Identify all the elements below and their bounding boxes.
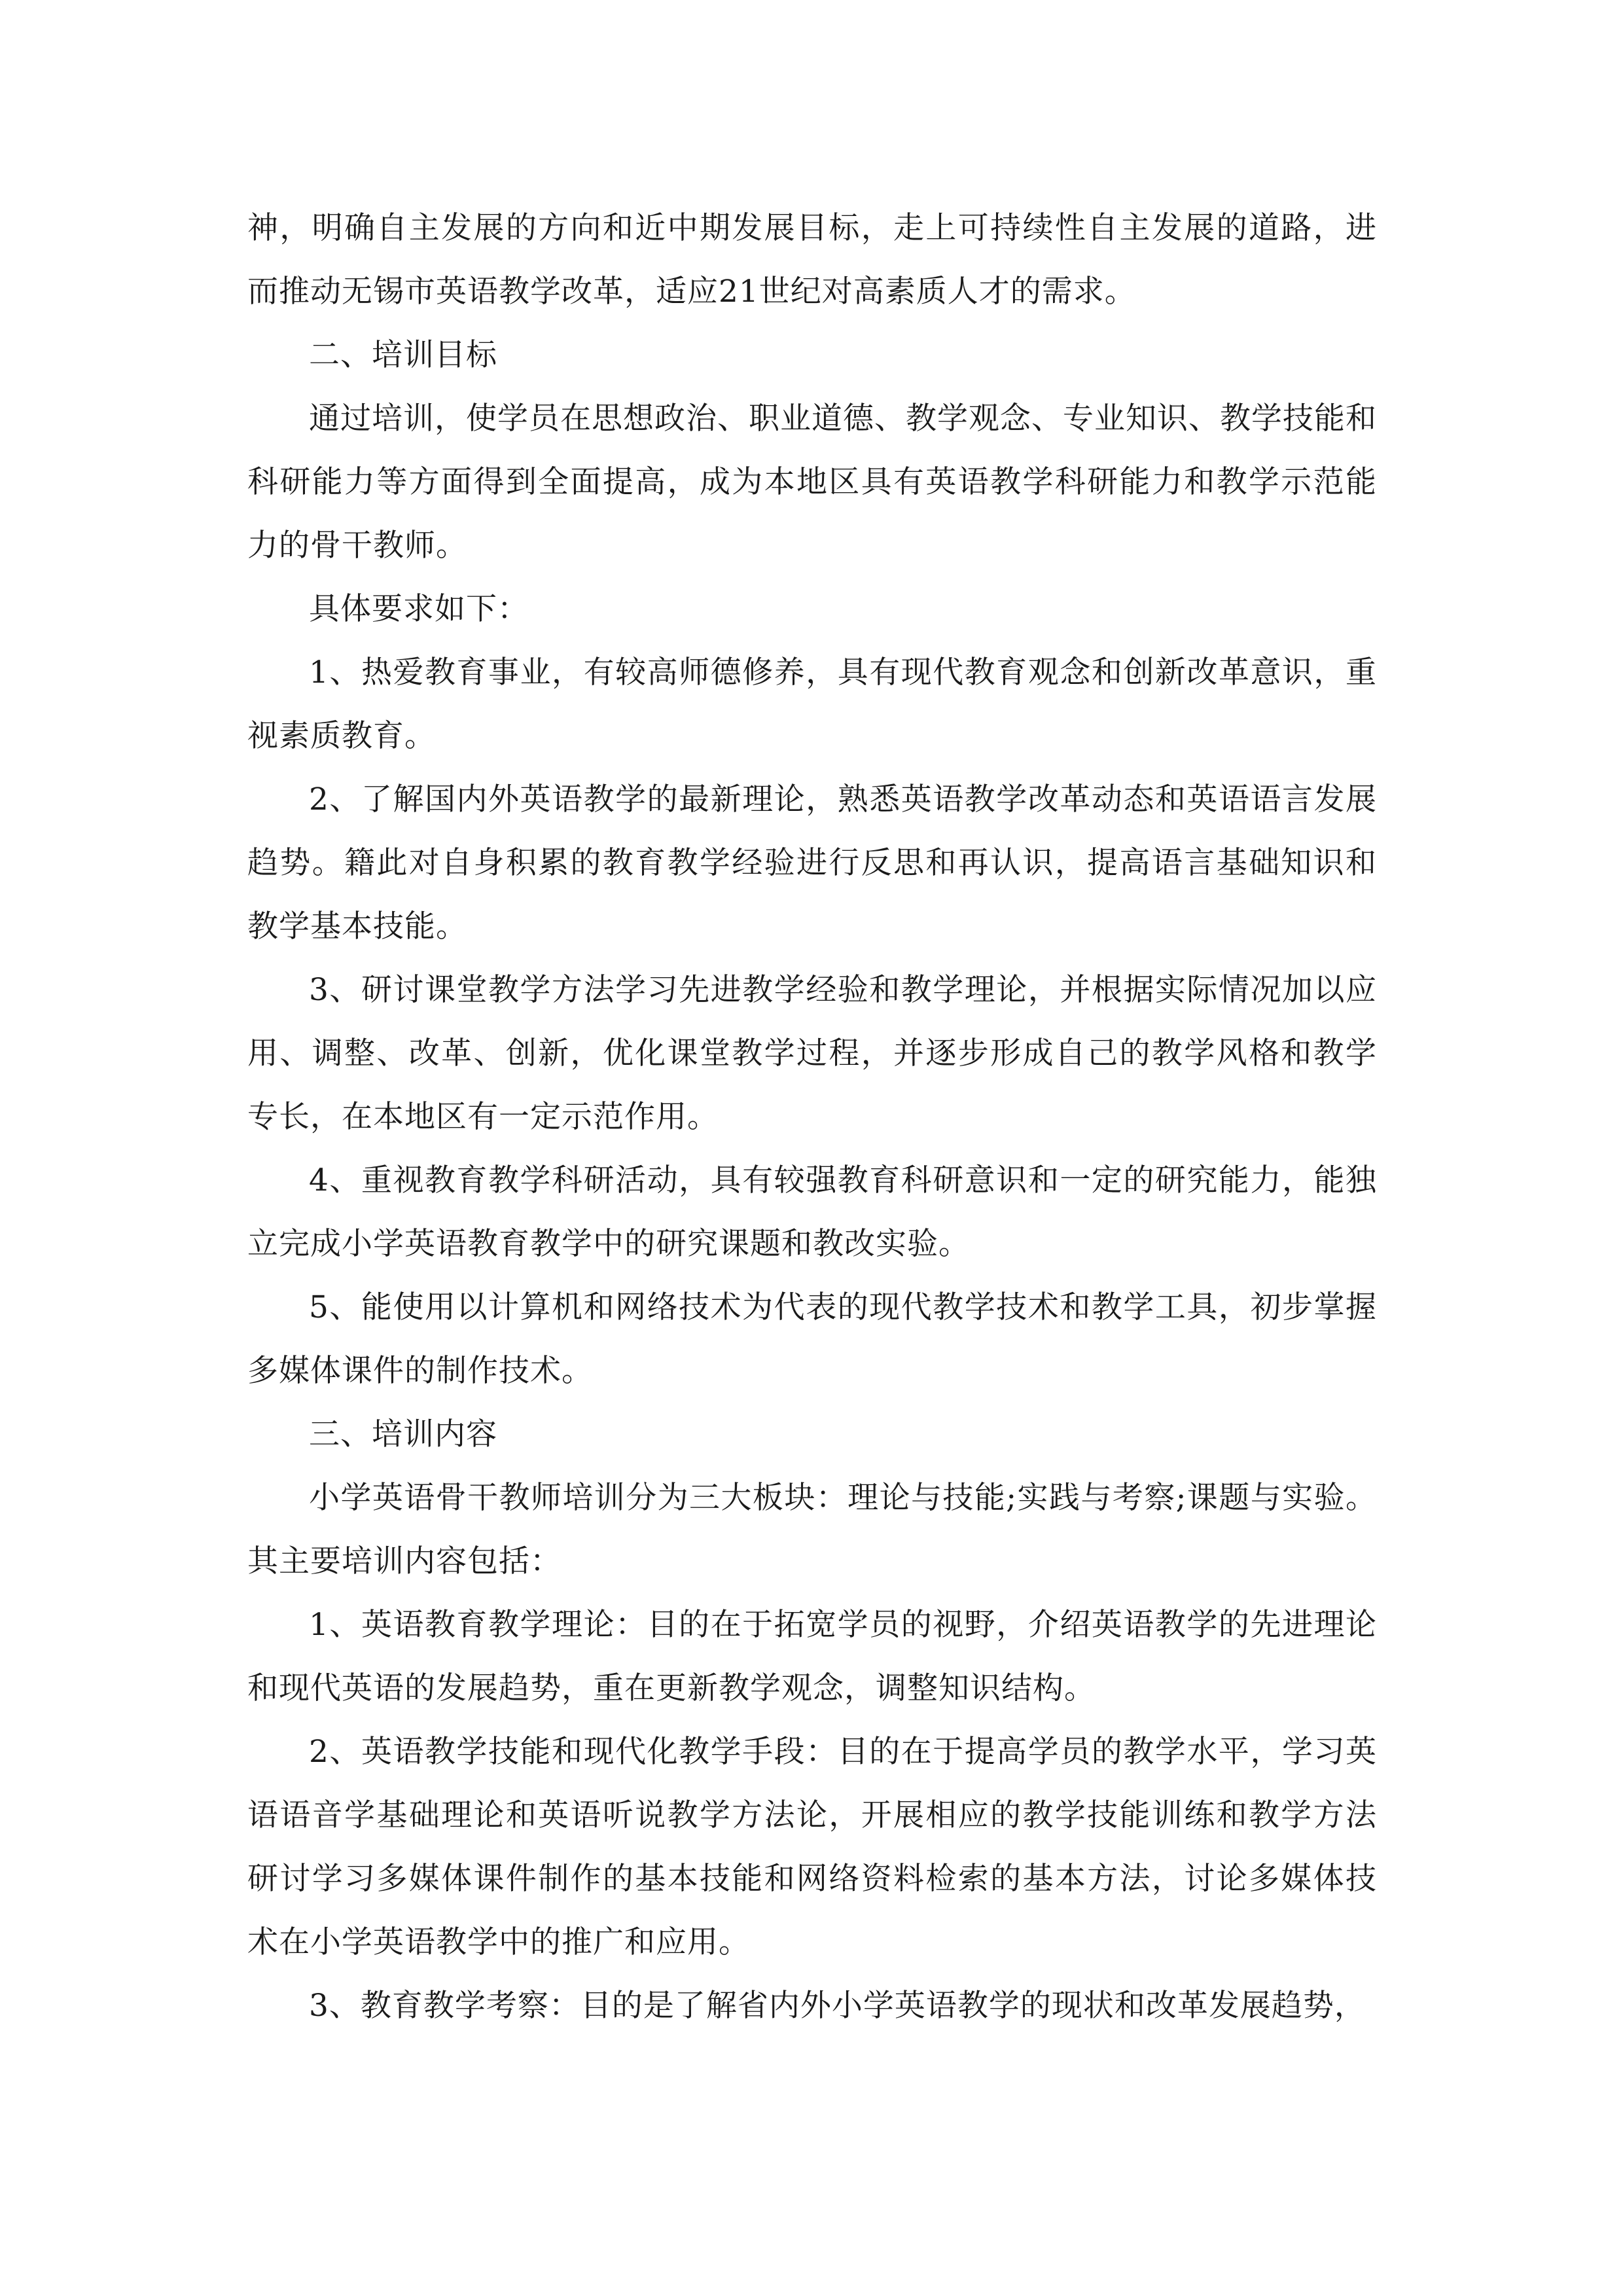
section-heading-training-goals: 二、培训目标 [309,337,497,373]
paragraph-goals: 通过培训，使学员在思想政治、职业道德、教学观念、专业知识、教学技能和科研能力等方面得到全面提高，成为本地区具有英语教学科研能力和教学示范能力的骨干教师。 [247,401,1377,564]
paragraph-requirements-intro: 具体要求如下： [309,591,529,627]
list-item-requirement-2: 2、了解国内外英语教学的最新理论，熟悉英语教学改革动态和英语语言发展趋势。籍此对自身积累的教育教学经验进行反思和再认识，提高语言基础知识和教学基本技能。 [247,781,1377,944]
list-item-content-3: 3、教育教学考察：目的是了解省内外小学英语教学的现状和改革发展趋势， [309,1988,1366,2024]
list-item-requirement-5: 5、能使用以计算机和网络技术为代表的现代教学技术和教学工具，初步掌握多媒体课件的制作技术。 [247,1289,1377,1389]
paragraph-content-intro: 小学英语骨干教师培训分为三大板块：理论与技能;实践与考察;课题与实验。其主要培训内容包括： [247,1480,1377,1579]
paragraph-intro-continuation: 神，明确自主发展的方向和近中期发展目标，走上可持续性自主发展的道路，进而推动无锡市英语教学改革，适应21世纪对高素质人才的需求。 [247,210,1377,310]
list-item-requirement-3: 3、研讨课堂教学方法学习先进教学经验和教学理论，并根据实际情况加以应用、调整、改革、创新，优化课堂教学过程，并逐步形成自己的教学风格和教学专长，在本地区有一定示范作用。 [247,972,1377,1135]
document-page [247,196,1377,2037]
section-heading-training-content: 三、培训内容 [309,1416,497,1452]
list-item-requirement-4: 4、重视教育教学科研活动，具有较强教育科研意识和一定的研究能力，能独立完成小学英语教育教学中的研究课题和教改实验。 [247,1162,1377,1262]
list-item-content-1: 1、英语教育教学理论：目的在于拓宽学员的视野，介绍英语教学的先进理论和现代英语的发展趋势，重在更新教学观念，调整知识结构。 [247,1607,1377,1706]
list-item-content-2: 2、英语教学技能和现代化教学手段：目的在于提高学员的教学水平，学习英语语音学基础理论和英语听说教学方法论，开展相应的教学技能训练和教学方法研讨学习多媒体课件制作的基本技能和网络资料检索的基本方法，讨论多媒体技术在小学英语教学中的推广和应用。 [247,1734,1377,1960]
list-item-requirement-1: 1、热爱教育事业，有较高师德修养，具有现代教育观念和创新改革意识，重视素质教育。 [247,655,1377,754]
